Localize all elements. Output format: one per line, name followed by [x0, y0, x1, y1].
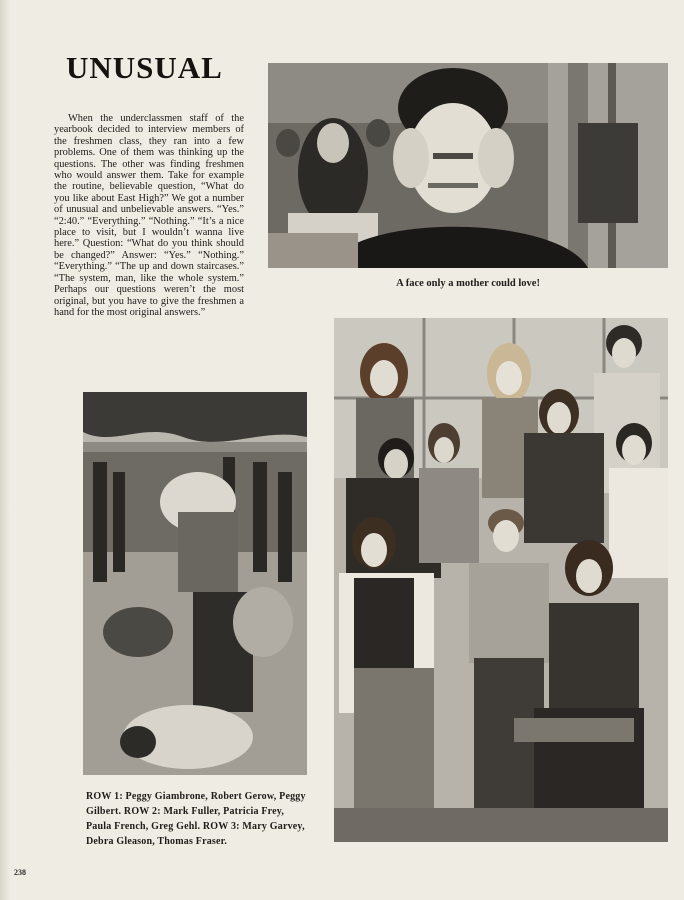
- group-photo: [334, 318, 668, 842]
- page-title: UNUSUAL: [66, 50, 223, 85]
- face-photo-caption: A face only a mother could love!: [396, 278, 540, 289]
- group-photo-caption: ROW 1: Peggy Giambrone, Robert Gerow, Peggy Gilbert. ROW 2: Mark Fuller, Patricia Frey, Paula French, Greg Gehl. ROW 3: Mary Garvey, Debra Gleason, Thomas Fraser.: [86, 791, 306, 847]
- page-number: 238: [14, 868, 26, 877]
- page-edge: [0, 0, 10, 900]
- face-photo: [268, 63, 668, 268]
- outdoor-students-photo: [83, 392, 307, 775]
- article-body: When the underclassmen staff of the yearbook decided to interview members of the freshmen class, they ran into a few problems. One of them was thinking up the questions. The other was finding freshmen who would answer them. Take for example the routine, believable question, “What do you like about East High?” We got a number of unusual and unbelievable answers. “Yes.” “2:40.” “Everything.” “Nothing.” “It’s a nice place to visit, but I wouldn’t wanna live here.” Question: “What do you think should be changed?” Answer: “Yes.” “Nothing.” “Everything.” “The up and down staircases.” “The system, man, like the whole system.” Perhaps our questions weren’t the most original, but you have to give the freshmen a hand for the most original answers.”: [54, 113, 244, 318]
